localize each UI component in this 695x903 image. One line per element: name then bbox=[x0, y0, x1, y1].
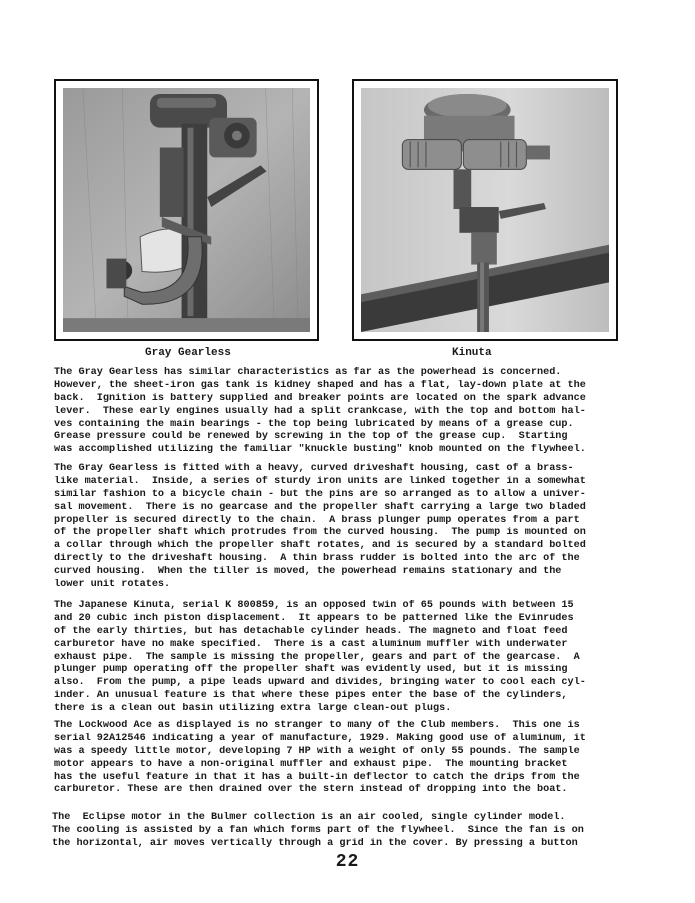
text-line: plunger pump operating off the propeller shaft was evidently used, but it is missing bbox=[54, 664, 568, 676]
text-line: The Lockwood Ace as displayed is no stranger to many of the Club members. This one is bbox=[54, 720, 580, 731]
text-line: directly to the driveshaft housing. A thin brass rudder is bolted into the arc of the bbox=[54, 553, 580, 565]
paragraph-kinuta bbox=[54, 600, 624, 716]
text-line: exhaust pipe. The sample is missing the propeller, gears and part of the gearcase. A bbox=[54, 651, 580, 663]
text-line: curved housing. When the tiller is moved, the powerhead remains stationary and the bbox=[54, 566, 562, 578]
text-line: was a speedy little motor, developing 7 HP with a weight of only 55 pounds. The sample bbox=[54, 745, 580, 757]
text-line: ves containing the main bearings - the top being lubricated by means of a grease cup. bbox=[54, 418, 574, 430]
text-line: propeller is secured directly to the chain. A brass plunger pump operates from a part bbox=[54, 514, 580, 526]
paragraph-gray-gearless-driveshaft bbox=[54, 463, 624, 592]
text-line: back. Ignition is battery supplied and breaker points are located on the spark advance bbox=[54, 392, 586, 404]
text-line: was accomplished utilizing the familiar "knuckle busting" knob mounted on the flywheel. bbox=[54, 444, 586, 456]
text-line: The Eclipse motor in the Bulmer collection is an air cooled, single cylinder model. bbox=[52, 812, 566, 823]
paragraph-eclipse bbox=[52, 812, 622, 851]
text-line: The cooling is assisted by a fan which forms part of the flywheel. Since the fan is on bbox=[52, 824, 584, 836]
paragraph-lockwood-ace bbox=[54, 720, 624, 797]
text-line: like material. Inside, a series of sturdy iron units are linked together in a somewhat bbox=[54, 475, 586, 487]
text-line: has the useful feature in that it has a built-in deflector to catch the drips from the bbox=[54, 771, 580, 783]
text-line: inder. An unusual feature is that where these pipes enter the base of the cylinders, bbox=[54, 690, 568, 702]
text-line: the horizontal, air moves vertically through a grid in the cover. By pressing a button bbox=[52, 837, 578, 849]
photo-kinuta bbox=[361, 88, 609, 332]
photo-frame-kinuta bbox=[352, 79, 618, 341]
text-line: serial 92A12546 indicating a year of manufacture, 1929. Making good use of aluminum, it bbox=[54, 732, 586, 744]
text-line: Grease pressure could be renewed by screwing in the top of the grease cup. Starting bbox=[54, 431, 568, 443]
text-line: there is a clean out basin utilizing extra large clean-out plugs. bbox=[54, 703, 452, 715]
paragraph-gray-gearless-powerhead bbox=[54, 367, 624, 457]
text-line: However, the sheet-iron gas tank is kidney shaped and has a flat, lay-down plate at the bbox=[54, 379, 586, 391]
text-line: and 20 cubic inch piston displacement. It appears to be patterned like the Evinrudes bbox=[54, 612, 574, 624]
text-line: also. From the pump, a pipe leads upward and divides, bringing water to cool each cyl- bbox=[54, 677, 586, 689]
text-line: of the propeller shaft which protrudes from the curved housing. The pump is mounted on bbox=[54, 527, 586, 539]
page-number: 22 bbox=[335, 852, 360, 872]
text-line: The Gray Gearless is fitted with a heavy, curved driveshaft housing, cast of a brass- bbox=[54, 463, 574, 474]
text-line: a collar through which the propeller shaft rotates, and is secured by a standard bolted bbox=[54, 540, 586, 552]
text-line: similar fashion to a bicycle chain - but the pins are so arranged as to allow a univer- bbox=[54, 488, 586, 500]
text-line: lever. These early engines usually had a split crankcase, with the top and bottom hal- bbox=[54, 405, 586, 417]
text-line: lower unit rotates. bbox=[54, 579, 171, 591]
caption-gray-gearless: Gray Gearless bbox=[145, 347, 231, 359]
text-line: motor appears to have a non-original muffler and exhaust pipe. The mounting bracket bbox=[54, 758, 568, 770]
text-line: carburetor. These are then drained over the stern instead of dropping into the boat. bbox=[54, 784, 568, 796]
text-line: The Japanese Kinuta, serial K 800859, is an opposed twin of 65 pounds with between 15 bbox=[54, 600, 574, 611]
text-line: sal movement. There is no gearcase and the propeller shaft carrying a large two bladed bbox=[54, 501, 586, 513]
photo-gray-gearless bbox=[63, 88, 310, 332]
caption-kinuta: Kinuta bbox=[452, 347, 492, 359]
text-line: of the early thirties, but has detachable cylinder heads. The magneto and float feed bbox=[54, 625, 568, 637]
text-line: carburetor have no make specified. There is a cast aluminum muffler with underwater bbox=[54, 638, 568, 650]
text-line: The Gray Gearless has similar characteristics as far as the powerhead is concerned. bbox=[54, 367, 562, 378]
photo-frame-gray-gearless bbox=[54, 79, 319, 341]
